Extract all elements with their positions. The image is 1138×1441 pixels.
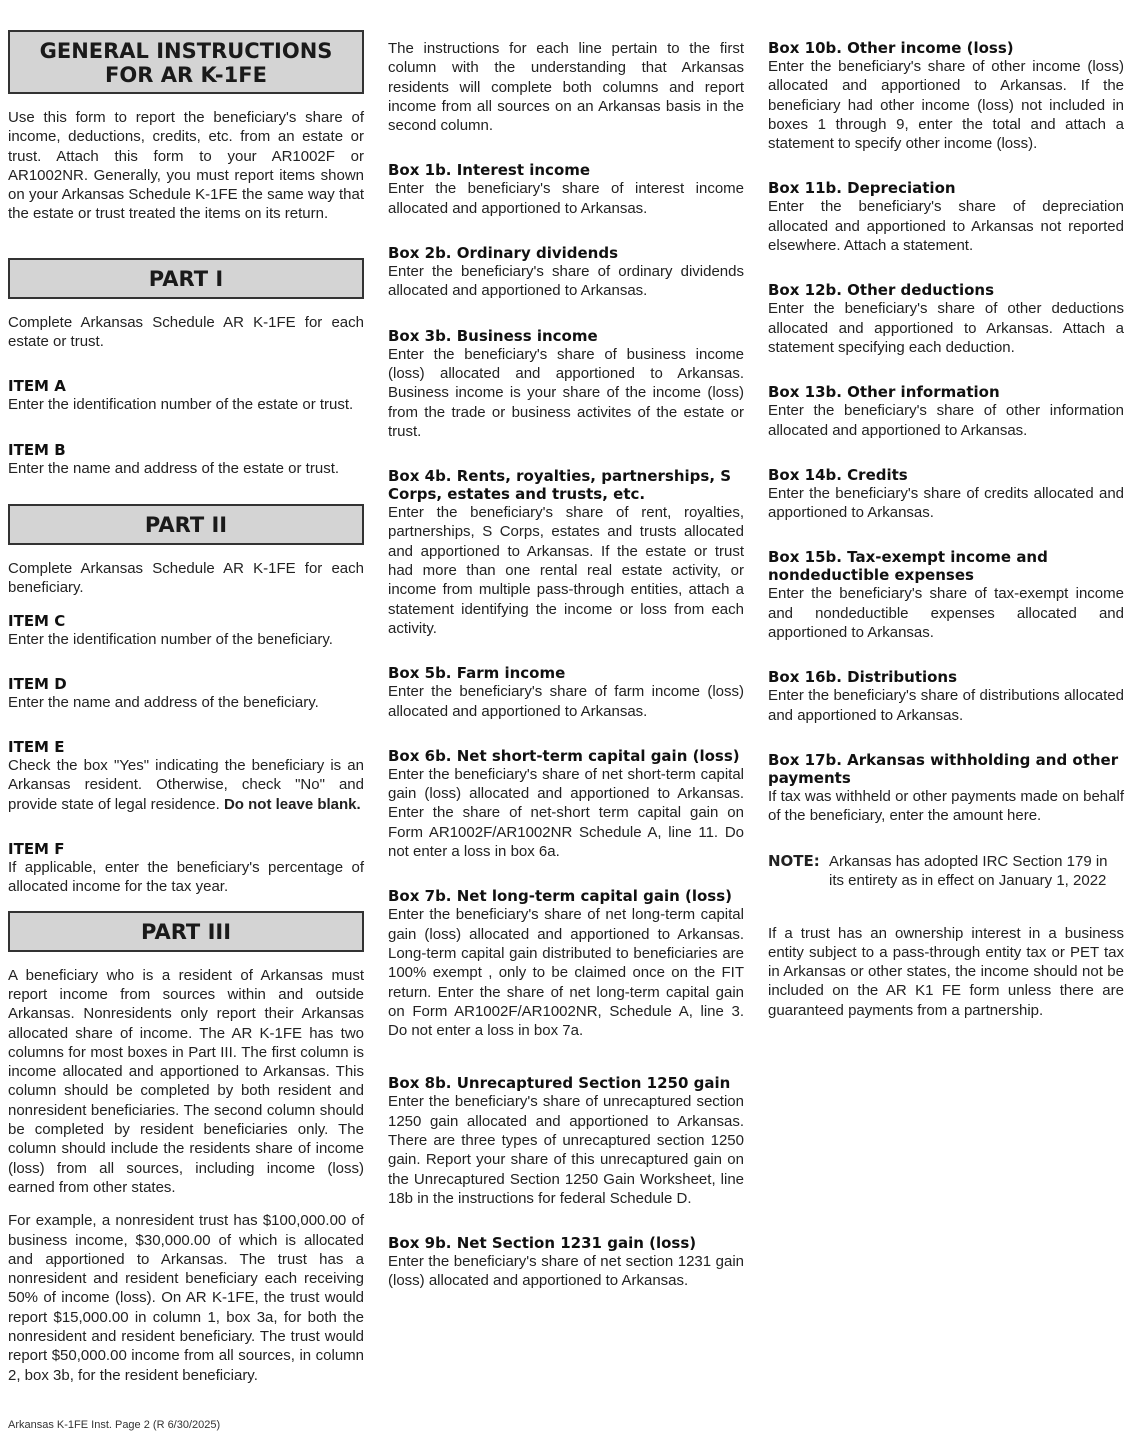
item-f-text: If applicable, enter the beneficiary's percentage of allocated income for the tax year. bbox=[8, 859, 364, 896]
part-1-text: Complete Arkansas Schedule AR K-1FE for each estate or trust. bbox=[8, 313, 364, 351]
box-8b-title: Box 8b. Unrecaptured Section 1250 gain bbox=[388, 1074, 731, 1093]
box-5b-text: Enter the beneficiary's share of farm income (loss) allocated and apportioned to Arkansas. bbox=[388, 683, 744, 720]
box-14b-text: Enter the beneficiary's share of credits allocated and apportioned to Arkansas. bbox=[768, 484, 1124, 522]
box-15b-title: Box 15b. Tax-exempt income and nondeductible expenses bbox=[768, 548, 1048, 585]
example-paragraph: For example, a nonresident trust has $100,000.00 of business income, $30,000.00 of which is allocated and apportioned to Arkansas. The trust has a nonresident and resident beneficiary each receiving 50% of income (loss). On AR K-1FE, the trust would report $15,000.00 in column 1, box 3a, for both the nonresident and resident beneficiary. The trust would report $50,000.00 income from all sources, in column 2, box 3b, for the resident beneficiary. bbox=[8, 1212, 364, 1384]
box-3b-text: Enter the beneficiary's share of business income (loss) allocated and apportioned to Arkansas. Business income is your share of the income (loss) from the trade or business activites of the estate or trust. bbox=[388, 345, 744, 440]
box-4b-text: Enter the beneficiary's share of rent, royalties, partnerships, S Corps, estates and trusts allocated and apportioned to Arkansas. If the estate or trust had more than one rental real estate activity, or income from multiple pass-through entities, attach a statement identifying the income or loss from each activity. bbox=[388, 504, 744, 637]
box-16b-title: Box 16b. Distributions bbox=[768, 668, 958, 687]
page-footer: Arkansas K-1FE Inst. Page 2 (R 6/30/2025) bbox=[8, 1419, 221, 1431]
note-block bbox=[768, 852, 1124, 890]
box-9b-title: Box 9b. Net Section 1231 gain (loss) bbox=[388, 1234, 697, 1253]
box-9b-text: Enter the beneficiary's share of net section 1231 gain (loss) allocated and apportioned to Arkansas. bbox=[388, 1253, 744, 1290]
item-a-title: ITEM A bbox=[8, 377, 66, 396]
item-a-text: Enter the identification number of the estate or trust. bbox=[8, 396, 354, 414]
box-8b-text: Enter the beneficiary's share of unrecaptured section 1250 gain allocated and apportioned to Arkansas. There are three types of unrecaptured section 1250 gain. Report your share of this unrecaptured gain on the Unrecaptured Section 1250 Gain Worksheet, line 18b in the instructions for federal Schedule D. bbox=[388, 1093, 744, 1207]
pet-paragraph: If a trust has an ownership interest in a business entity subject to a pass-through entity tax or PET tax in Arkansas or other states, the income should not be included on the AR K1 FE form unless there are guaranteed payments from a partnership. bbox=[768, 924, 1124, 1019]
box-7b-title: Box 7b. Net long-term capital gain (loss) bbox=[388, 887, 732, 906]
item-e-text bbox=[8, 756, 364, 814]
part-3-heading: PART III bbox=[8, 911, 364, 952]
box-5b-title: Box 5b. Farm income bbox=[388, 664, 566, 683]
note-text: Arkansas has adopted IRC Section 179 in its entirety as in effect on January 1, 2022 bbox=[829, 852, 1108, 889]
column-middle bbox=[388, 39, 744, 1291]
column-intro: The instructions for each line pertain to the first column with the understanding that Arkansas residents will complete both columns and report income from all sources on an Arkansas basis in the second column. bbox=[388, 40, 744, 135]
box-7b-text: Enter the beneficiary's share of net long-term capital gain (loss) allocated and apportioned to Arkansas. Long-term capital gain distributed to beneficiaries are 100% exempt , only to be claimed once on the FIT return. Enter the share of net long-term capital gain on Form AR1002F/AR1002NR, Schedule A, line 3. Do not enter a loss in box 7a. bbox=[388, 906, 744, 1040]
box-3b-title: Box 3b. Business income bbox=[388, 326, 598, 345]
box-11b-title: Box 11b. Depreciation bbox=[768, 179, 956, 198]
box-16b-text: Enter the beneficiary's share of distributions allocated and apportioned to Arkansas. bbox=[768, 687, 1124, 724]
item-e-warning: Do not leave blank. bbox=[223, 795, 361, 813]
item-d-text: Enter the name and address of the beneficiary. bbox=[8, 693, 319, 711]
box-10b-text: Enter the beneficiary's share of other income (loss) allocated and apportioned to Arkansas. If the beneficiary had other income (loss) not included in boxes 1 through 9, enter the total and attach a statement to specify other income (loss). bbox=[768, 58, 1124, 153]
intro-paragraph: Use this form to report the beneficiary's share of income, deductions, credits, etc. from an estate or trust. Attach this form to your AR1002F or AR1002NR. Generally, you must report items shown on your Arkansas Schedule K-1FE the same way that the estate or trust treated the items on its return. bbox=[8, 109, 364, 223]
box-6b-text: Enter the beneficiary's share of net short-term capital gain (loss) allocated and apportioned to Arkansas. Enter the share of net-short term capital gain on Form AR1002F/AR1002NR Schedule A, line 11. Do not enter a loss in box 6a. bbox=[388, 765, 744, 861]
box-10b-title: Box 10b. Other income (loss) bbox=[768, 39, 1014, 57]
part-2-text: Complete Arkansas Schedule AR K-1FE for each beneficiary. bbox=[8, 559, 364, 597]
item-c-title: ITEM C bbox=[8, 611, 66, 630]
item-e-body: Check the box "Yes" indicating the beneficiary is an Arkansas resident. Otherwise, check "No" and provide state of legal residence. bbox=[8, 757, 364, 813]
heading-line-1: GENERAL INSTRUCTIONS bbox=[39, 39, 333, 63]
box-17b-title: Box 17b. Arkansas withholding and other payments bbox=[768, 750, 1119, 787]
box-17b-text: If tax was withheld or other payments made on behalf of the beneficiary, enter the amount here. bbox=[768, 787, 1124, 825]
box-1b-title: Box 1b. Interest income bbox=[388, 161, 591, 180]
item-b-text: Enter the name and address of the estate or trust. bbox=[8, 459, 340, 477]
column-left bbox=[8, 30, 364, 1385]
part-2-heading: PART II bbox=[8, 504, 364, 545]
box-4b-title: Box 4b. Rents, royalties, partnerships, S Corps, estates and trusts, etc. bbox=[388, 467, 732, 504]
item-f-title: ITEM F bbox=[8, 840, 65, 859]
item-c-text: Enter the identification number of the beneficiary. bbox=[8, 630, 333, 648]
box-1b-text: Enter the beneficiary's share of interest income allocated and apportioned to Arkansas. bbox=[388, 180, 744, 217]
item-d-title: ITEM D bbox=[8, 674, 67, 693]
box-12b-text: Enter the beneficiary's share of other deductions allocated and apportioned to Arkansas. Attach a statement specifying each deduction. bbox=[768, 300, 1124, 356]
box-6b-title: Box 6b. Net short-term capital gain (loss) bbox=[388, 746, 740, 765]
box-12b-title: Box 12b. Other deductions bbox=[768, 281, 995, 300]
item-e-title: ITEM E bbox=[8, 738, 65, 757]
note-label: NOTE: bbox=[768, 851, 820, 870]
box-13b-text: Enter the beneficiary's share of other information allocated and apportioned to Arkansas. bbox=[768, 402, 1124, 439]
box-15b-text: Enter the beneficiary's share of tax-exempt income and nondeductible expenses allocated and apportioned to Arkansas. bbox=[768, 585, 1124, 642]
box-11b-text: Enter the beneficiary's share of depreciation allocated and apportioned to Arkansas not reported elsewhere. Attach a statement. bbox=[768, 198, 1124, 255]
box-14b-title: Box 14b. Credits bbox=[768, 465, 908, 484]
box-2b-title: Box 2b. Ordinary dividends bbox=[388, 244, 619, 263]
box-13b-title: Box 13b. Other information bbox=[768, 383, 1000, 402]
heading-line-2: FOR AR K-1FE bbox=[105, 63, 267, 87]
box-2b-text: Enter the beneficiary's share of ordinary dividends allocated and apportioned to Arkansas. bbox=[388, 263, 744, 300]
part-1-heading: PART I bbox=[8, 258, 364, 299]
column-right bbox=[768, 39, 1124, 1020]
part-3-text: A beneficiary who is a resident of Arkansas must report income from sources within and outside Arkansas. Nonresidents only report their Arkansas allocated share of income. The AR K-1FE has two columns for most boxes in Part III. The first column is income allocated and apportioned to Arkansas. This column should be completed by both resident and nonresident beneficiaries. The second column should be completed by resident beneficiaries only. The column should include the residents share of income (loss) from all sources, including income (loss) earned from other states. bbox=[8, 966, 364, 1196]
general-instructions-heading bbox=[8, 30, 364, 94]
item-b-title: ITEM B bbox=[8, 440, 66, 459]
